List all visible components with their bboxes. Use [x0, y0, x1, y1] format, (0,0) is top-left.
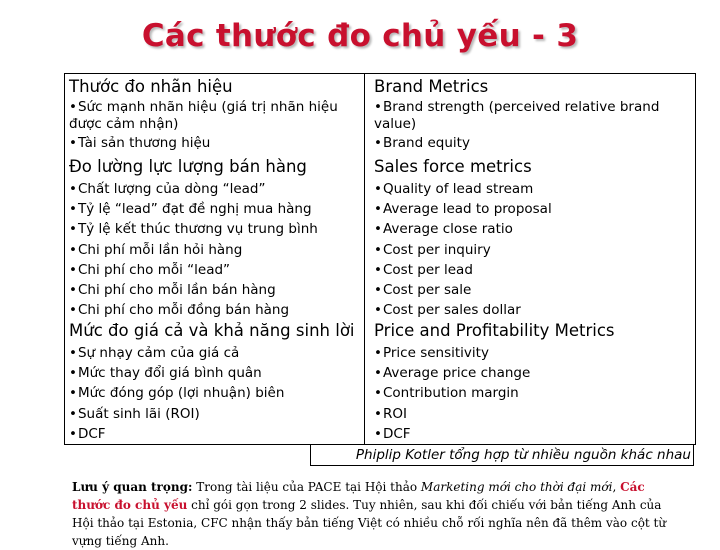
bullet: •: [69, 201, 77, 218]
list-item: [69, 343, 359, 363]
list-item: [69, 260, 359, 280]
item-text: Average lead to proposal: [382, 201, 552, 218]
item-text: ROI: [382, 405, 407, 422]
list-item: [69, 300, 359, 320]
list-item: [374, 383, 692, 403]
item-text: Cost per sale: [382, 282, 472, 299]
item-text: Mức thay đổi giá bình quân: [77, 365, 262, 382]
bullet: •: [374, 135, 382, 151]
bullet: •: [69, 99, 77, 115]
bullet: •: [69, 241, 77, 258]
footnote-text: ,: [612, 480, 621, 494]
section-brand-metrics-en: [374, 75, 692, 153]
bullet: •: [374, 99, 382, 115]
section-heading: Đo lường lực lượng bán hàng: [69, 157, 307, 176]
item-text: Sự nhạy cảm của giá cả: [77, 345, 240, 361]
list-item: [69, 240, 359, 260]
section-sales-force-en: [374, 155, 692, 320]
list-item: [374, 404, 692, 424]
section-heading: Sales force metrics: [374, 157, 532, 176]
item-text: Chi phí cho mỗi đồng bán hàng: [77, 302, 290, 319]
bullet: •: [69, 345, 77, 361]
column-divider: [364, 73, 365, 445]
bullet: •: [69, 261, 77, 278]
bullet: •: [69, 365, 77, 382]
item-text: Sức mạnh nhãn hiệu (giá trị nhãn hiệu được cảm nhận): [69, 99, 338, 132]
item-text: Cost per inquiry: [382, 241, 491, 258]
item-text: Mức đóng góp (lợi nhuận) biên: [77, 385, 285, 402]
footnote-event-title: Marketing mới cho thời đại mới: [420, 480, 613, 494]
footnote-lead: Lưu ý quan trọng:: [72, 480, 193, 494]
section-price-profitability-vi: [69, 319, 359, 444]
bullet: •: [374, 282, 382, 299]
bullet: •: [374, 365, 382, 382]
bullet: •: [69, 385, 77, 402]
list-item: [374, 240, 692, 260]
item-text: Suất sinh lãi (ROI): [77, 405, 200, 422]
item-text: Chi phí cho mỗi lần bán hàng: [77, 282, 276, 299]
list-item: [69, 219, 359, 239]
section-brand-metrics-vi: [69, 75, 359, 153]
list-item: [374, 260, 692, 280]
item-text: Average close ratio: [382, 221, 513, 238]
list-item: [69, 133, 359, 153]
list-item: [69, 99, 359, 133]
bullet: •: [69, 221, 77, 238]
item-text: Chi phí cho mỗi “lead”: [77, 261, 231, 278]
list-item: [69, 383, 359, 403]
bullet: •: [374, 181, 382, 197]
bullet: •: [69, 302, 77, 319]
item-text: Cost per sales dollar: [382, 302, 521, 319]
bullet: •: [374, 241, 382, 258]
item-text: Chất lượng của dòng “lead”: [77, 181, 266, 197]
item-text: Tỷ lệ “lead” đạt đề nghị mua hàng: [77, 201, 312, 218]
item-text: Tỷ lệ kết thúc thương vụ trung bình: [77, 221, 318, 238]
section-heading: Mức đo giá cả và khả năng sinh lời: [69, 321, 355, 340]
item-text: DCF: [382, 425, 411, 442]
list-item: [374, 179, 692, 199]
list-item: [374, 363, 692, 383]
bullet: •: [374, 385, 382, 402]
item-text: Tài sản thương hiệu: [77, 135, 211, 151]
list-item: [69, 404, 359, 424]
list-item: [69, 179, 359, 199]
bullet: •: [374, 221, 382, 238]
list-item: [374, 219, 692, 239]
bullet: •: [69, 135, 77, 151]
section-heading: Thước đo nhãn hiệu: [69, 77, 233, 96]
section-heading: Price and Profitability Metrics: [374, 321, 615, 340]
bullet: •: [374, 345, 382, 361]
list-item: [374, 343, 692, 363]
section-price-profitability-en: [374, 319, 692, 444]
bullet: •: [69, 425, 77, 442]
list-item: [69, 280, 359, 300]
item-text: Quality of lead stream: [382, 181, 534, 197]
list-item: [374, 99, 692, 133]
list-item: [374, 280, 692, 300]
source-note: Phiplip Kotler tổng hợp từ nhiều nguồn khác nhau: [310, 445, 694, 466]
item-text: Cost per lead: [382, 261, 473, 278]
item-text: Brand equity: [382, 135, 470, 151]
slide-title: Các thước đo chủ yếu - 3: [141, 18, 579, 54]
list-item: [374, 199, 692, 219]
bullet: •: [374, 302, 382, 319]
item-text: Price sensitivity: [382, 345, 489, 361]
bullet: •: [374, 261, 382, 278]
item-text: Average price change: [382, 365, 531, 382]
footnote: [72, 478, 672, 550]
bullet: •: [374, 201, 382, 218]
item-text: Chi phí mỗi lần hỏi hàng: [77, 241, 243, 258]
bullet: •: [69, 282, 77, 299]
section-sales-force-vi: [69, 155, 359, 320]
footnote-text: Trong tài liệu của PACE tại Hội thảo: [192, 480, 421, 494]
bullet: •: [69, 181, 77, 197]
list-item: [374, 424, 692, 444]
list-item: [69, 199, 359, 219]
list-item: [374, 133, 692, 153]
footnote-highlight: Các thước đo chủ yếu: [72, 480, 645, 512]
list-item: [69, 424, 359, 444]
item-text: Brand strength (perceived relative brand value): [374, 99, 660, 132]
bullet: •: [374, 425, 382, 442]
list-item: [69, 363, 359, 383]
bullet: •: [69, 405, 77, 422]
item-text: DCF: [77, 425, 106, 442]
bullet: •: [374, 405, 382, 422]
footnote-text: chỉ gói gọn trong 2 slides. Tuy nhiên, sau khi đối chiếu với bản tiếng Anh của Hội thảo tại Estonia, CFC nhận thấy bản tiếng Việt có nhiều chỗ rối nghĩa nên đã thêm vào cột từ vựng tiếng Anh.: [72, 498, 667, 548]
section-heading: Brand Metrics: [374, 77, 489, 96]
list-item: [374, 300, 692, 320]
item-text: Contribution margin: [382, 385, 519, 402]
